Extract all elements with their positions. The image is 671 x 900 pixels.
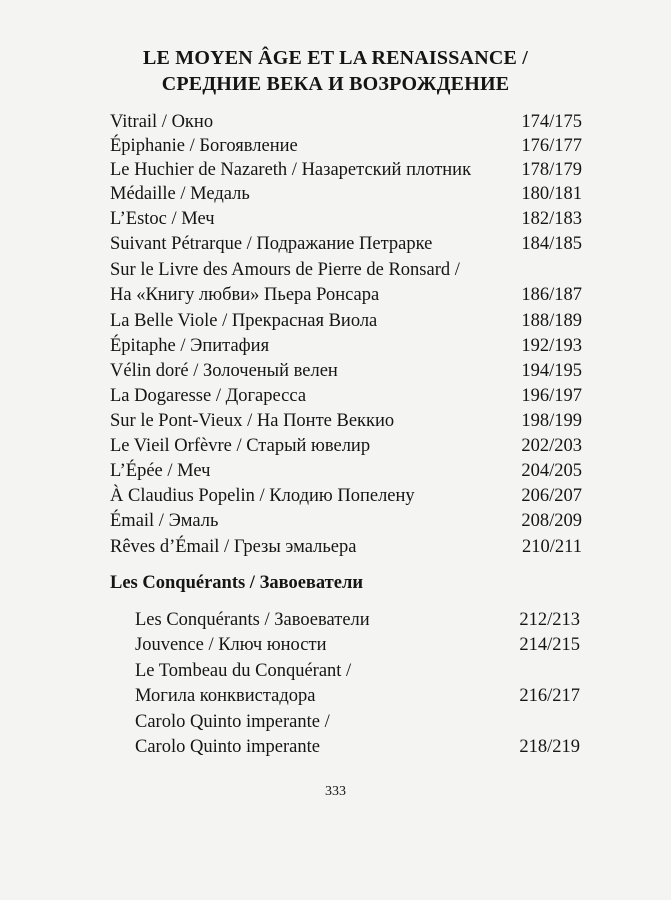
toc-entry-title: Rêves d’Émail / Грезы эмальера — [110, 537, 357, 557]
toc-entry-pages: 194/195 — [521, 361, 582, 381]
toc-entry-title: Émail / Эмаль — [110, 511, 219, 531]
toc-entry — [110, 384, 582, 409]
toc-entry-pages: 188/189 — [521, 311, 582, 331]
toc-entry — [110, 484, 582, 509]
toc-entry-pages: 210/211 — [522, 537, 582, 557]
toc-entry — [110, 509, 582, 534]
toc-entry — [110, 134, 582, 159]
toc-entry — [110, 434, 582, 459]
toc-entry-title: Médaille / Медаль — [110, 184, 250, 204]
toc-entry — [135, 608, 580, 633]
toc-entry-title: Carolo Quinto imperante / — [135, 712, 330, 732]
toc-entry-title: Épiphanie / Богоявление — [110, 136, 298, 156]
toc-entry-pages: 176/177 — [521, 136, 582, 156]
toc-entry-title: La Dogaresse / Догаресса — [110, 386, 307, 406]
toc-entry-pages: 218/219 — [519, 737, 580, 757]
toc-entry-pages: 196/197 — [521, 386, 582, 406]
toc-entry-title: Sur le Livre des Amours de Pierre de Ronsard / — [110, 260, 460, 280]
toc-entry — [110, 182, 582, 207]
toc-entry-pages: 178/179 — [521, 160, 582, 180]
toc-entry — [135, 710, 580, 735]
toc-entry-pages: 182/183 — [521, 209, 582, 229]
toc-entry-pages: 216/217 — [519, 686, 580, 706]
toc-entry-title: Jouvence / Ключ юности — [135, 635, 327, 655]
toc-entry-pages: 192/193 — [521, 336, 582, 356]
subsection-title: Les Conquérants / Завоеватели — [110, 573, 364, 593]
toc-entry — [110, 459, 582, 484]
toc-entry-title: Suivant Pétrarque / Подражание Петрарке — [110, 234, 433, 254]
section-heading-line-1: LE MOYEN ÂGE ET LA RENAISSANCE / — [142, 47, 528, 69]
toc-entry — [110, 258, 582, 283]
toc-entry-title: Vitrail / Окно — [110, 112, 214, 132]
toc-entry-pages: 208/209 — [521, 511, 582, 531]
toc-entry — [135, 684, 580, 709]
toc-entry-title: Les Conquérants / Завоеватели — [135, 610, 370, 630]
toc-entry-pages: 212/213 — [519, 610, 580, 630]
toc-entry-title: Vélin doré / Золоченый велен — [110, 361, 338, 381]
toc-entry — [110, 207, 582, 232]
toc-entry-pages: 174/175 — [521, 112, 582, 132]
toc-entry-title: Могила конквистадора — [135, 686, 316, 706]
toc-entry — [135, 735, 580, 760]
toc-entry-pages: 198/199 — [521, 411, 582, 431]
toc-entry-title: L’Estoc / Меч — [110, 209, 215, 229]
toc-entry-pages: 184/185 — [521, 234, 582, 254]
toc-entry-pages: 206/207 — [521, 486, 582, 506]
toc-entry — [110, 158, 582, 183]
toc-entry-title: Le Vieil Orfèvre / Старый ювелир — [110, 436, 371, 456]
toc-entry — [110, 309, 582, 334]
toc-entry-title: Épitaphe / Эпитафия — [110, 336, 270, 356]
section-heading-line-2: СРЕДНИЕ ВЕКА И ВОЗРОЖДЕНИЕ — [161, 73, 510, 95]
toc-entry — [110, 110, 582, 135]
toc-entry-title: La Belle Viole / Прекрасная Виола — [110, 311, 378, 331]
toc-entry — [110, 334, 582, 359]
toc-entry — [110, 359, 582, 384]
toc-entry-title: À Claudius Popelin / Клодию Попелену — [110, 486, 415, 506]
toc-entry — [110, 283, 582, 308]
toc-entry-pages: 202/203 — [521, 436, 582, 456]
toc-entry-title: Sur le Pont-Vieux / На Понте Веккио — [110, 411, 395, 431]
toc-entry-pages: 214/215 — [519, 635, 580, 655]
toc-entry-pages: 186/187 — [521, 285, 582, 305]
toc-entry-title: Le Huchier de Nazareth / Назаретский плотник — [110, 160, 472, 180]
page-number: 333 — [325, 784, 346, 799]
toc-entry-title: Le Tombeau du Conquérant / — [135, 661, 352, 681]
toc-entry — [135, 659, 580, 684]
toc-entry-title: На «Книгу любви» Пьера Ронсара — [110, 285, 380, 305]
toc-entry — [135, 633, 580, 658]
toc-entry — [110, 232, 582, 257]
toc-entry-pages: 180/181 — [521, 184, 582, 204]
toc-entry-title: L’Épée / Меч — [110, 461, 211, 481]
toc-entry-pages: 204/205 — [521, 461, 582, 481]
toc-entry-title: Carolo Quinto imperante — [135, 737, 320, 757]
toc-entry — [110, 535, 582, 560]
toc-entry — [110, 409, 582, 434]
